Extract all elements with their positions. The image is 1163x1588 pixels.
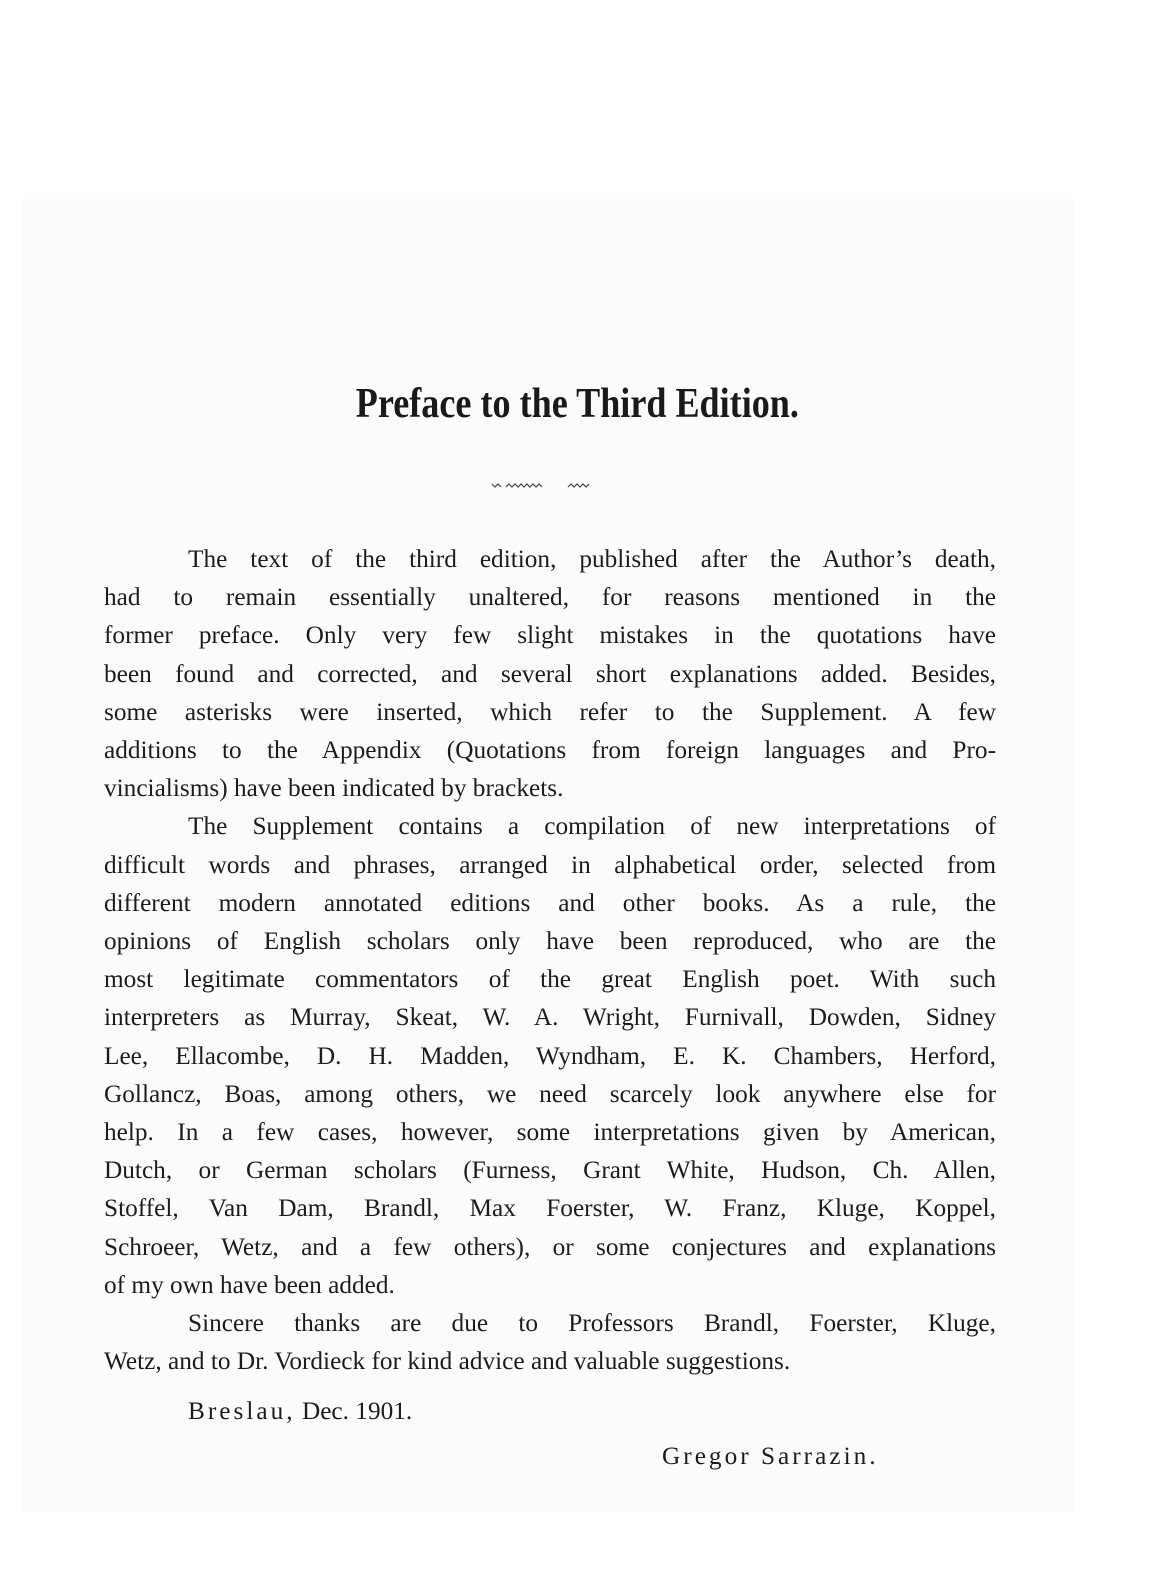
text-line: vincialisms) have been indicated by brackets. bbox=[104, 774, 564, 803]
text-line: most legitimate commentators of the great English poet. With such bbox=[104, 965, 996, 994]
decorative-ornament bbox=[490, 478, 610, 492]
text-line: Dutch, or German scholars (Furness, Grant White, Hudson, Ch. Allen, bbox=[104, 1156, 996, 1185]
text-line: Sincere thanks are due to Professors Brandl, Foerster, Kluge, bbox=[188, 1309, 996, 1338]
place-and-date bbox=[188, 1397, 412, 1426]
paragraph-3 bbox=[104, 1304, 996, 1380]
text-line: help. In a few cases, however, some interpretations given by American, bbox=[104, 1118, 996, 1147]
text-line: Wetz, and to Dr. Vordieck for kind advice and valuable suggestions. bbox=[104, 1347, 791, 1376]
place: Breslau, bbox=[188, 1397, 296, 1425]
text-line: Gollancz, Boas, among others, we need scarcely look anywhere else for bbox=[104, 1079, 996, 1108]
date: Dec. 1901. bbox=[301, 1397, 413, 1425]
text-line: of my own have been added. bbox=[104, 1270, 395, 1299]
preface-title: Preface to the Third Edition. bbox=[355, 381, 799, 427]
text-line: The text of the third edition, published after the Author’s death, bbox=[188, 545, 996, 573]
preface-body bbox=[104, 540, 996, 1380]
text-line: had to remain essentially unaltered, for reasons mentioned in the bbox=[104, 583, 996, 612]
text-line: Schroeer, Wetz, and a few others), or some conjectures and explanations bbox=[104, 1232, 996, 1261]
author-signature: Gregor Sarrazin. bbox=[662, 1442, 879, 1470]
text-line: been found and corrected, and several short explanations added. Besides, bbox=[104, 659, 996, 688]
text-line: additions to the Appendix (Quotations from foreign languages and Pro- bbox=[104, 736, 996, 765]
text-line: The Supplement contains a compilation of new interpretations of bbox=[188, 812, 996, 841]
paragraph-2 bbox=[104, 807, 996, 1304]
paragraph-1 bbox=[104, 540, 996, 807]
text-line: Lee, Ellacombe, D. H. Madden, Wyndham, E. K. Chambers, Herford, bbox=[104, 1041, 996, 1070]
text-line: Stoffel, Van Dam, Brandl, Max Foerster, W. Franz, Kluge, Koppel, bbox=[104, 1194, 996, 1223]
text-line: interpreters as Murray, Skeat, W. A. Wright, Furnivall, Dowden, Sidney bbox=[104, 1003, 996, 1032]
text-line: former preface. Only very few slight mistakes in the quotations have bbox=[104, 621, 996, 650]
text-line: different modern annotated editions and other books. As a rule, the bbox=[104, 888, 996, 917]
text-line: opinions of English scholars only have been reproduced, who are the bbox=[104, 927, 996, 956]
text-line: some asterisks were inserted, which refer to the Supplement. A few bbox=[104, 697, 996, 726]
text-line: difficult words and phrases, arranged in alphabetical order, selected from bbox=[104, 850, 996, 879]
